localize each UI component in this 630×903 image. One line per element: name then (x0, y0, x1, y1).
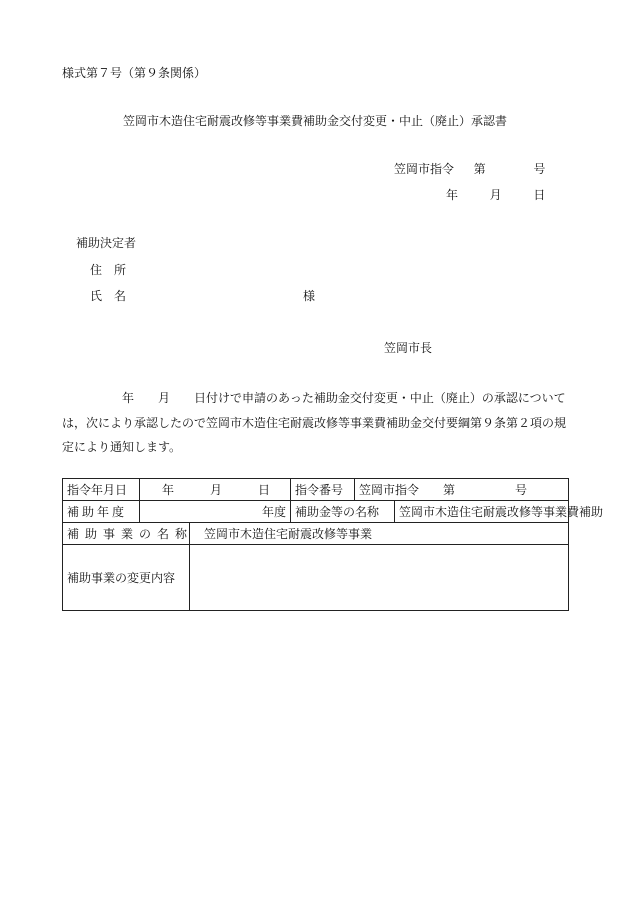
form-number: 様式第７号（第９条関係） (62, 66, 207, 80)
body-text: 年 月 日付けで申請のあった補助金交付変更・中止（廃止）の承認については，次により承認したので笠岡市木造住宅耐震改修等事業費補助金交付要綱第９条第２項の規定により通知します。 (62, 391, 567, 454)
info-table (62, 478, 604, 611)
honorific: 様 (303, 289, 316, 303)
order-date-label: 指令年月日 (63, 479, 140, 501)
address-label: 住 所 (90, 263, 127, 277)
table-row (63, 545, 569, 611)
change-details-label: 補助事業の変更内容 (63, 545, 190, 611)
reference-dai: 第 (473, 162, 486, 176)
order-date-value: 年 月 日 (140, 479, 291, 501)
subsidy-name-value: 笠岡市木造住宅耐震改修等事業費補助 (395, 501, 569, 523)
reference-prefix: 笠岡市指令 (394, 162, 455, 176)
change-details-value (190, 545, 569, 611)
table-row (63, 501, 569, 523)
document-title: 笠岡市木造住宅耐震改修等事業費補助金交付変更・中止（廃止）承認書 (122, 114, 507, 128)
body-paragraph (62, 386, 574, 460)
recipient-heading: 補助決定者 (76, 236, 137, 250)
project-name-label: 補助事業の名称 (63, 523, 190, 545)
order-number-value: 笠岡市指令 第 号 (355, 479, 569, 501)
date-month: 月 (489, 188, 502, 202)
issue-date (446, 188, 545, 202)
reference-go: 号 (533, 162, 546, 176)
table-row (63, 479, 569, 501)
date-day: 日 (533, 188, 546, 202)
name-label: 氏 名 (90, 289, 127, 303)
fiscal-year-value: 年度 (140, 501, 291, 523)
reference-number (394, 162, 545, 176)
issuer: 笠岡市長 (384, 341, 433, 355)
fiscal-year-label: 補助年度 (63, 501, 140, 523)
table-row (63, 523, 569, 545)
subsidy-name-label: 補助金等の名称 (291, 501, 395, 523)
project-name-value: 笠岡市木造住宅耐震改修等事業 (190, 523, 569, 545)
date-year: 年 (446, 188, 459, 202)
order-number-label: 指令番号 (291, 479, 355, 501)
